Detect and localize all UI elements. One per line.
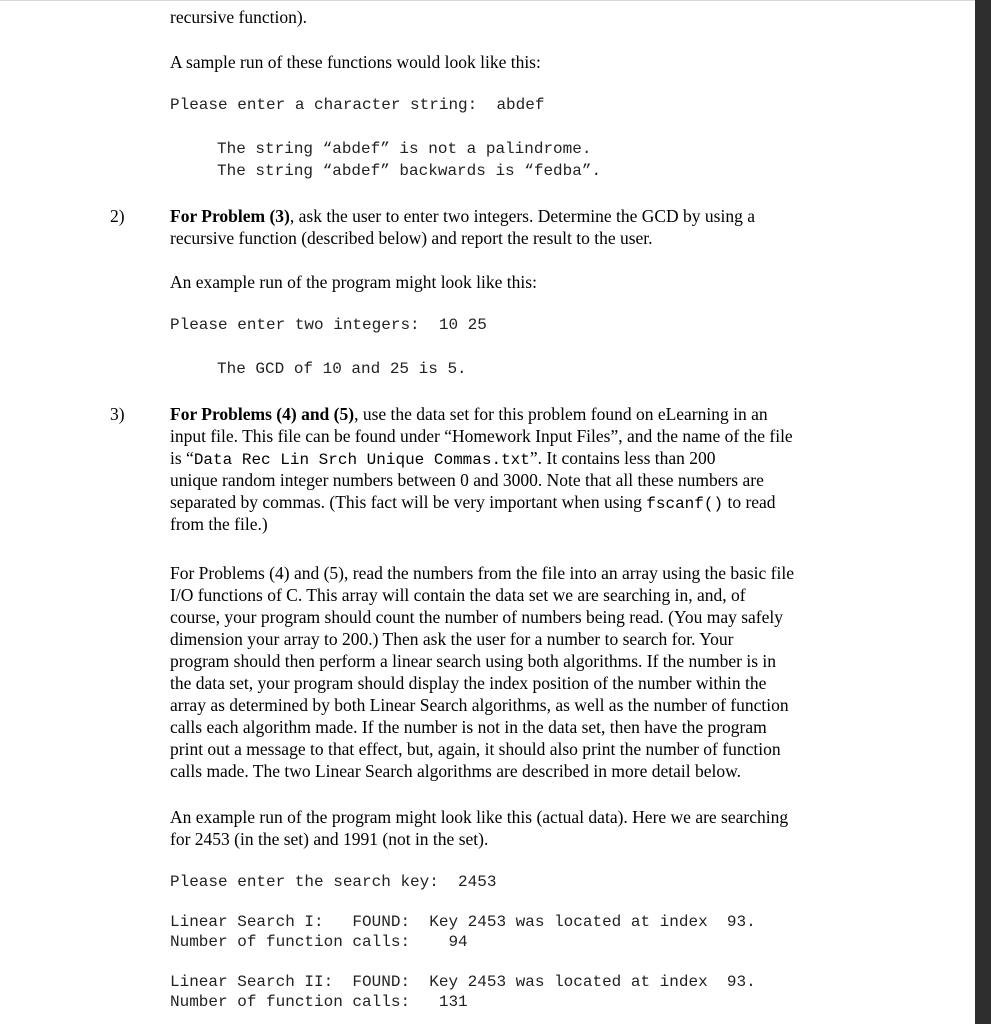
item3-p2-line: I/O functions of C. This array will contain the data set we are searching in, and, of <box>170 585 746 605</box>
item3-bold-b: (5) <box>333 404 355 424</box>
item3-p2-line: print out a message to that effect, but, again, it should also print the number of function <box>170 739 781 759</box>
item3-p2-line: array as determined by both Linear Search algorithms, as well as the number of function <box>170 695 789 715</box>
scrollbar[interactable] <box>975 0 991 1024</box>
item2-line1 <box>170 205 755 227</box>
linear-search-1-calls: Number of function calls: 94 <box>170 933 468 951</box>
sample-intro: A sample run of these functions would look like this: <box>170 52 541 72</box>
linear-search-1-result: Linear Search I: FOUND: Key 2453 was located at index 93. <box>170 913 756 931</box>
linear-search-2-calls: Number of function calls: 131 <box>170 993 468 1011</box>
item3-line2: input file. This file can be found under “Homework Input Files”, and the name of the file <box>170 426 793 446</box>
item3-line1-rest: , use the data set for this problem found on eLearning in an <box>354 404 768 424</box>
item3-p3-line: for 2453 (in the set) and 1991 (not in the set). <box>170 829 489 849</box>
fscanf-code: fscanf() <box>646 495 724 513</box>
palindrome-output-1: The string “abdef” is not a palindrome. <box>217 140 592 158</box>
item3-bold-a: For Problems (4) <box>170 404 297 424</box>
gcd-prompt: Please enter two integers: 10 25 <box>170 316 487 334</box>
item3-line3-pre: is “ <box>170 448 194 468</box>
item3-p2-line: dimension your array to 200.) Then ask the user for a number to search for. Your <box>170 629 734 649</box>
item3-p3-line: An example run of the program might look like this (actual data). Here we are searching <box>170 807 789 827</box>
item3-p2-line: For Problems (4) and (5), read the numbers from the file into an array using the basic file <box>170 563 794 583</box>
item3-line3 <box>170 447 716 471</box>
palindrome-output-2: The string “abdef” backwards is “fedba”. <box>217 162 602 180</box>
palindrome-prompt: Please enter a character string: abdef <box>170 96 545 114</box>
linear-search-2-result: Linear Search II: FOUND: Key 2453 was located at index 93. <box>170 973 756 991</box>
intro-line: recursive function). <box>170 7 308 27</box>
item2-line1-rest: , ask the user to enter two integers. Determine the GCD by using a <box>289 206 755 226</box>
item2-line2: recursive function (described below) and report the result to the user. <box>170 228 653 248</box>
item2-bold: For Problem (3) <box>170 206 290 226</box>
gcd-output: The GCD of 10 and 25 is 5. <box>217 360 467 378</box>
item3-line1 <box>170 403 768 425</box>
item3-p2-line: calls each algorithm made. If the number is not in the data set, then have the program <box>170 717 767 737</box>
search-prompt: Please enter the search key: 2453 <box>170 873 497 891</box>
item3-p2-line: calls made. The two Linear Search algorithms are described in more detail below. <box>170 761 741 781</box>
item3-line4: unique random integer numbers between 0 and 3000. Note that all these numbers are <box>170 470 764 490</box>
top-divider <box>0 0 975 1</box>
input-filename: Data Rec Lin Srch Unique Commas.txt <box>193 451 530 469</box>
item-number-2: 2) <box>110 206 125 226</box>
item3-p2-line: course, your program should count the number of numbers being read. (You may safely <box>170 607 784 627</box>
item-number-3: 3) <box>110 404 125 424</box>
item3-p2-line: the data set, your program should display the index position of the number within the <box>170 673 767 693</box>
item3-line6: from the file.) <box>170 514 268 534</box>
item3-line5 <box>170 491 776 515</box>
item3-and: and <box>296 404 334 424</box>
item3-line3-post: ”. It contains less than 200 <box>529 448 716 468</box>
item2-example-intro: An example run of the program might look like this: <box>170 272 537 292</box>
item3-p2-line: program should then perform a linear search using both algorithms. If the number is in <box>170 651 777 671</box>
item3-line5-post: to read <box>723 492 776 512</box>
item3-line5-pre: separated by commas. (This fact will be very important when using <box>170 492 647 512</box>
